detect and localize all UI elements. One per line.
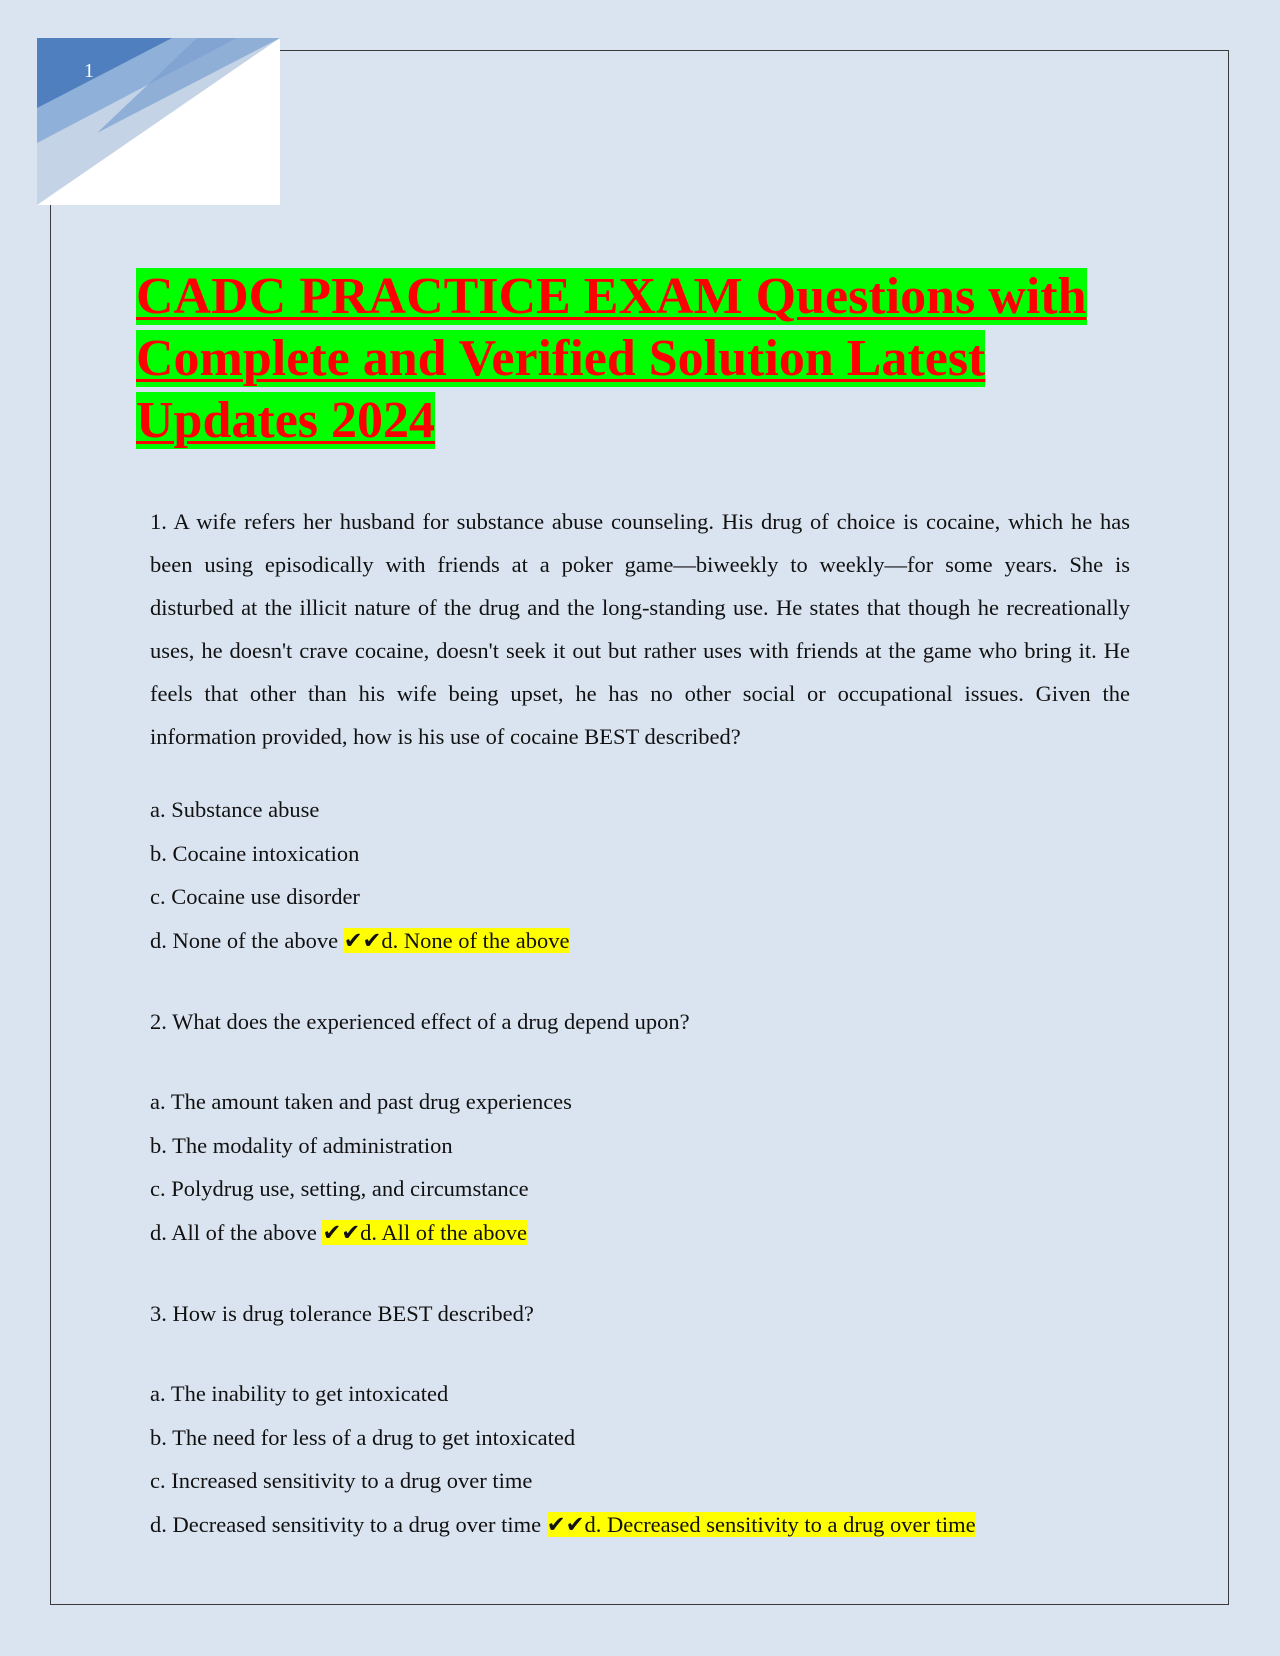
option-d: d. None of the above bbox=[150, 927, 339, 953]
question-stem: 2. What does the experienced effect of a drug depend upon? bbox=[150, 1009, 690, 1034]
option-d-with-answer bbox=[150, 1503, 1130, 1547]
option-list bbox=[150, 1080, 1130, 1254]
option-d: d. All of the above bbox=[150, 1219, 317, 1245]
option-a: a. Substance abuse bbox=[150, 797, 320, 822]
option-d: d. Decreased sensitivity to a drug over time bbox=[150, 1511, 542, 1537]
title-line-1: CADC PRACTICE EXAM Questions with bbox=[136, 268, 1087, 325]
document-title bbox=[136, 266, 1146, 452]
question-3 bbox=[150, 1292, 1130, 1546]
title-line-3: Updates 2024 bbox=[136, 392, 436, 449]
answer-highlight: ✔✔d. None of the above bbox=[343, 927, 570, 953]
option-d-with-answer bbox=[150, 1211, 1130, 1255]
option-a: a. The inability to get intoxicated bbox=[150, 1381, 449, 1406]
option-d-with-answer bbox=[150, 919, 1130, 963]
option-a: a. The amount taken and past drug experiences bbox=[150, 1089, 572, 1114]
option-list bbox=[150, 788, 1130, 962]
question-stem: 3. How is drug tolerance BEST described? bbox=[150, 1301, 534, 1326]
question-1 bbox=[150, 500, 1130, 962]
option-b: b. The need for less of a drug to get intoxicated bbox=[150, 1424, 576, 1450]
option-c: c. Increased sensitivity to a drug over time bbox=[150, 1468, 533, 1493]
option-c: c. Polydrug use, setting, and circumstance bbox=[150, 1176, 529, 1201]
title-line-2: Complete and Verified Solution Latest bbox=[136, 330, 986, 387]
option-b: b. The modality of administration bbox=[150, 1132, 453, 1158]
option-c: c. Cocaine use disorder bbox=[150, 884, 360, 909]
question-stem: 1. A wife refers her husband for substance abuse counseling. His drug of choice is cocaine, which he has been using episodically with friends at a poker game—biweekly to weekly—for some years. She is disturbed at the illicit nature of the drug and the long-standing use. He states that though he recreationally uses, he doesn't crave cocaine, doesn't seek it out but rather uses with friends at the game who bring it. He feels that other than his wife being upset, he has no other social or occupational issues. Given the information provided, how is his use of cocaine BEST described? bbox=[150, 509, 1130, 749]
page-number: 1 bbox=[84, 60, 94, 82]
answer-highlight: ✔✔d. Decreased sensitivity to a drug over time bbox=[546, 1511, 976, 1537]
option-list bbox=[150, 1372, 1130, 1546]
question-2 bbox=[150, 1000, 1130, 1254]
option-b: b. Cocaine intoxication bbox=[150, 840, 360, 866]
answer-highlight: ✔✔d. All of the above bbox=[322, 1219, 528, 1245]
corner-decoration bbox=[37, 38, 280, 205]
question-list bbox=[150, 500, 1130, 1546]
